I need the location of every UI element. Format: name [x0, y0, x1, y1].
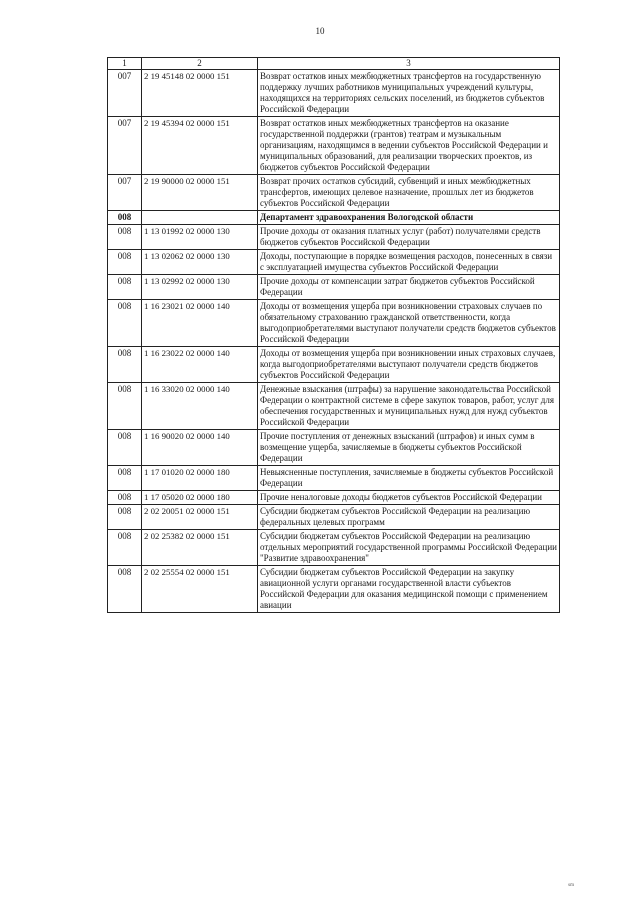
admin-code-cell: 008	[108, 225, 142, 250]
table-row	[108, 225, 560, 250]
table-row	[108, 347, 560, 383]
table-row-department	[108, 211, 560, 225]
admin-code-cell: 008	[108, 505, 142, 530]
admin-code-cell: 008	[108, 466, 142, 491]
budget-code-cell: 1 17 01020 02 0000 180	[142, 466, 258, 491]
budget-code-cell: 1 13 02992 02 0000 130	[142, 275, 258, 300]
admin-code-cell: 008	[108, 275, 142, 300]
budget-code-cell: 1 13 02062 02 0000 130	[142, 250, 258, 275]
table-row	[108, 383, 560, 430]
budget-code-cell: 2 02 25382 02 0000 151	[142, 530, 258, 566]
table-row	[108, 505, 560, 530]
table-row	[108, 430, 560, 466]
admin-code-cell: 007	[108, 70, 142, 117]
budget-code-cell: 1 16 23021 02 0000 140	[142, 300, 258, 347]
admin-code-cell: 008	[108, 211, 142, 225]
budget-code-cell: 1 16 23022 02 0000 140	[142, 347, 258, 383]
admin-code-cell: 007	[108, 175, 142, 211]
income-name-cell: Доходы, поступающие в порядке возмещения расходов, понесенных в связи с эксплуатацией имущества субъектов Российской Федерации	[258, 250, 560, 275]
budget-code-cell: 1 16 90020 02 0000 140	[142, 430, 258, 466]
income-name-cell: Субсидии бюджетам субъектов Российской Федерации на реализацию отдельных мероприятий государственной программы Российской Федерации "Развитие здравоохранения"	[258, 530, 560, 566]
table-row	[108, 491, 560, 505]
income-name-cell: Доходы от возмещения ущерба при возникновении страховых случаев по обязательному страхованию гражданской ответственности, когда выгодоприобретателями выступают получатели средств бюджетов субъектов Российской Федерации	[258, 300, 560, 347]
income-name-cell: Прочие доходы от оказания платных услуг (работ) получателями средств бюджетов субъектов Российской Федерации	[258, 225, 560, 250]
budget-code-cell: 2 19 45394 02 0000 151	[142, 117, 258, 175]
table-row	[108, 117, 560, 175]
income-name-cell: Прочие неналоговые доходы бюджетов субъектов Российской Федерации	[258, 491, 560, 505]
table-header-row	[108, 58, 560, 70]
budget-code-cell: 1 17 05020 02 0000 180	[142, 491, 258, 505]
table-row	[108, 275, 560, 300]
admin-code-cell: 008	[108, 430, 142, 466]
admin-code-cell: 007	[108, 117, 142, 175]
admin-code-cell: 008	[108, 530, 142, 566]
income-name-cell: Департамент здравоохранения Вологодской области	[258, 211, 560, 225]
budget-code-cell	[142, 211, 258, 225]
budget-codes-table	[107, 57, 560, 613]
budget-code-cell: 2 19 90000 02 0000 151	[142, 175, 258, 211]
income-name-cell: Прочие доходы от компенсации затрат бюджетов субъектов Российской Федерации	[258, 275, 560, 300]
table-row	[108, 566, 560, 613]
column-header-name: 3	[258, 58, 560, 70]
admin-code-cell: 008	[108, 300, 142, 347]
table-row	[108, 70, 560, 117]
table-row	[108, 175, 560, 211]
income-name-cell: Доходы от возмещения ущерба при возникновении иных страховых случаев, когда выгодоприобретателями выступают получатели средств бюджетов субъектов Российской Федерации	[258, 347, 560, 383]
income-name-cell: Возврат прочих остатков субсидий, субвенций и иных межбюджетных трансфертов, имеющих целевое назначение, прошлых лет из бюджетов субъектов Российской Федерации	[258, 175, 560, 211]
income-name-cell: Субсидии бюджетам субъектов Российской Федерации на закупку авиационной услуги органами государственной власти субъектов Российской Федерации для оказания медицинской помощи с применением авиации	[258, 566, 560, 613]
income-name-cell: Прочие поступления от денежных взысканий (штрафов) и иных сумм в возмещение ущерба, зачисляемые в бюджеты субъектов Российской Федерации	[258, 430, 560, 466]
admin-code-cell: 008	[108, 383, 142, 430]
budget-code-cell: 2 02 20051 02 0000 151	[142, 505, 258, 530]
table-row	[108, 250, 560, 275]
column-header-code: 2	[142, 58, 258, 70]
income-name-cell: Денежные взыскания (штрафы) за нарушение законодательства Российской Федерации о контрактной системе в сфере закупок товаров, работ, услуг для обеспечения государственных и муниципальных нужд для нужд субъектов Российской Федерации	[258, 383, 560, 430]
table-row	[108, 530, 560, 566]
budget-code-cell: 2 02 25554 02 0000 151	[142, 566, 258, 613]
admin-code-cell: 008	[108, 491, 142, 505]
column-header-admin: 1	[108, 58, 142, 70]
table-row	[108, 300, 560, 347]
table-row	[108, 466, 560, 491]
income-name-cell: Возврат остатков иных межбюджетных трансфертов на государственную поддержку лучших работников муниципальных учреждений культуры, находящихся на территориях сельских поселений, из бюджетов субъектов Российской Федерации	[258, 70, 560, 117]
budget-code-cell: 1 16 33020 02 0000 140	[142, 383, 258, 430]
budget-code-cell: 2 19 45148 02 0000 151	[142, 70, 258, 117]
admin-code-cell: 008	[108, 347, 142, 383]
income-name-cell: Субсидии бюджетам субъектов Российской Федерации на реализацию федеральных целевых программ	[258, 505, 560, 530]
income-name-cell: Возврат остатков иных межбюджетных трансфертов на оказание государственной поддержки (грантов) театрам и музыкальным организациям, находящимся в ведении субъектов Российской Федерации и муниципальных образований, для реализации творческих проектов, из бюджетов субъектов Российской Федерации	[258, 117, 560, 175]
admin-code-cell: 008	[108, 566, 142, 613]
income-name-cell: Невыясненные поступления, зачисляемые в бюджеты субъектов Российской Федерации	[258, 466, 560, 491]
admin-code-cell: 008	[108, 250, 142, 275]
budget-code-cell: 1 13 01992 02 0000 130	[142, 225, 258, 250]
page-number: 10	[315, 26, 325, 36]
corner-mark: sm	[568, 883, 574, 888]
